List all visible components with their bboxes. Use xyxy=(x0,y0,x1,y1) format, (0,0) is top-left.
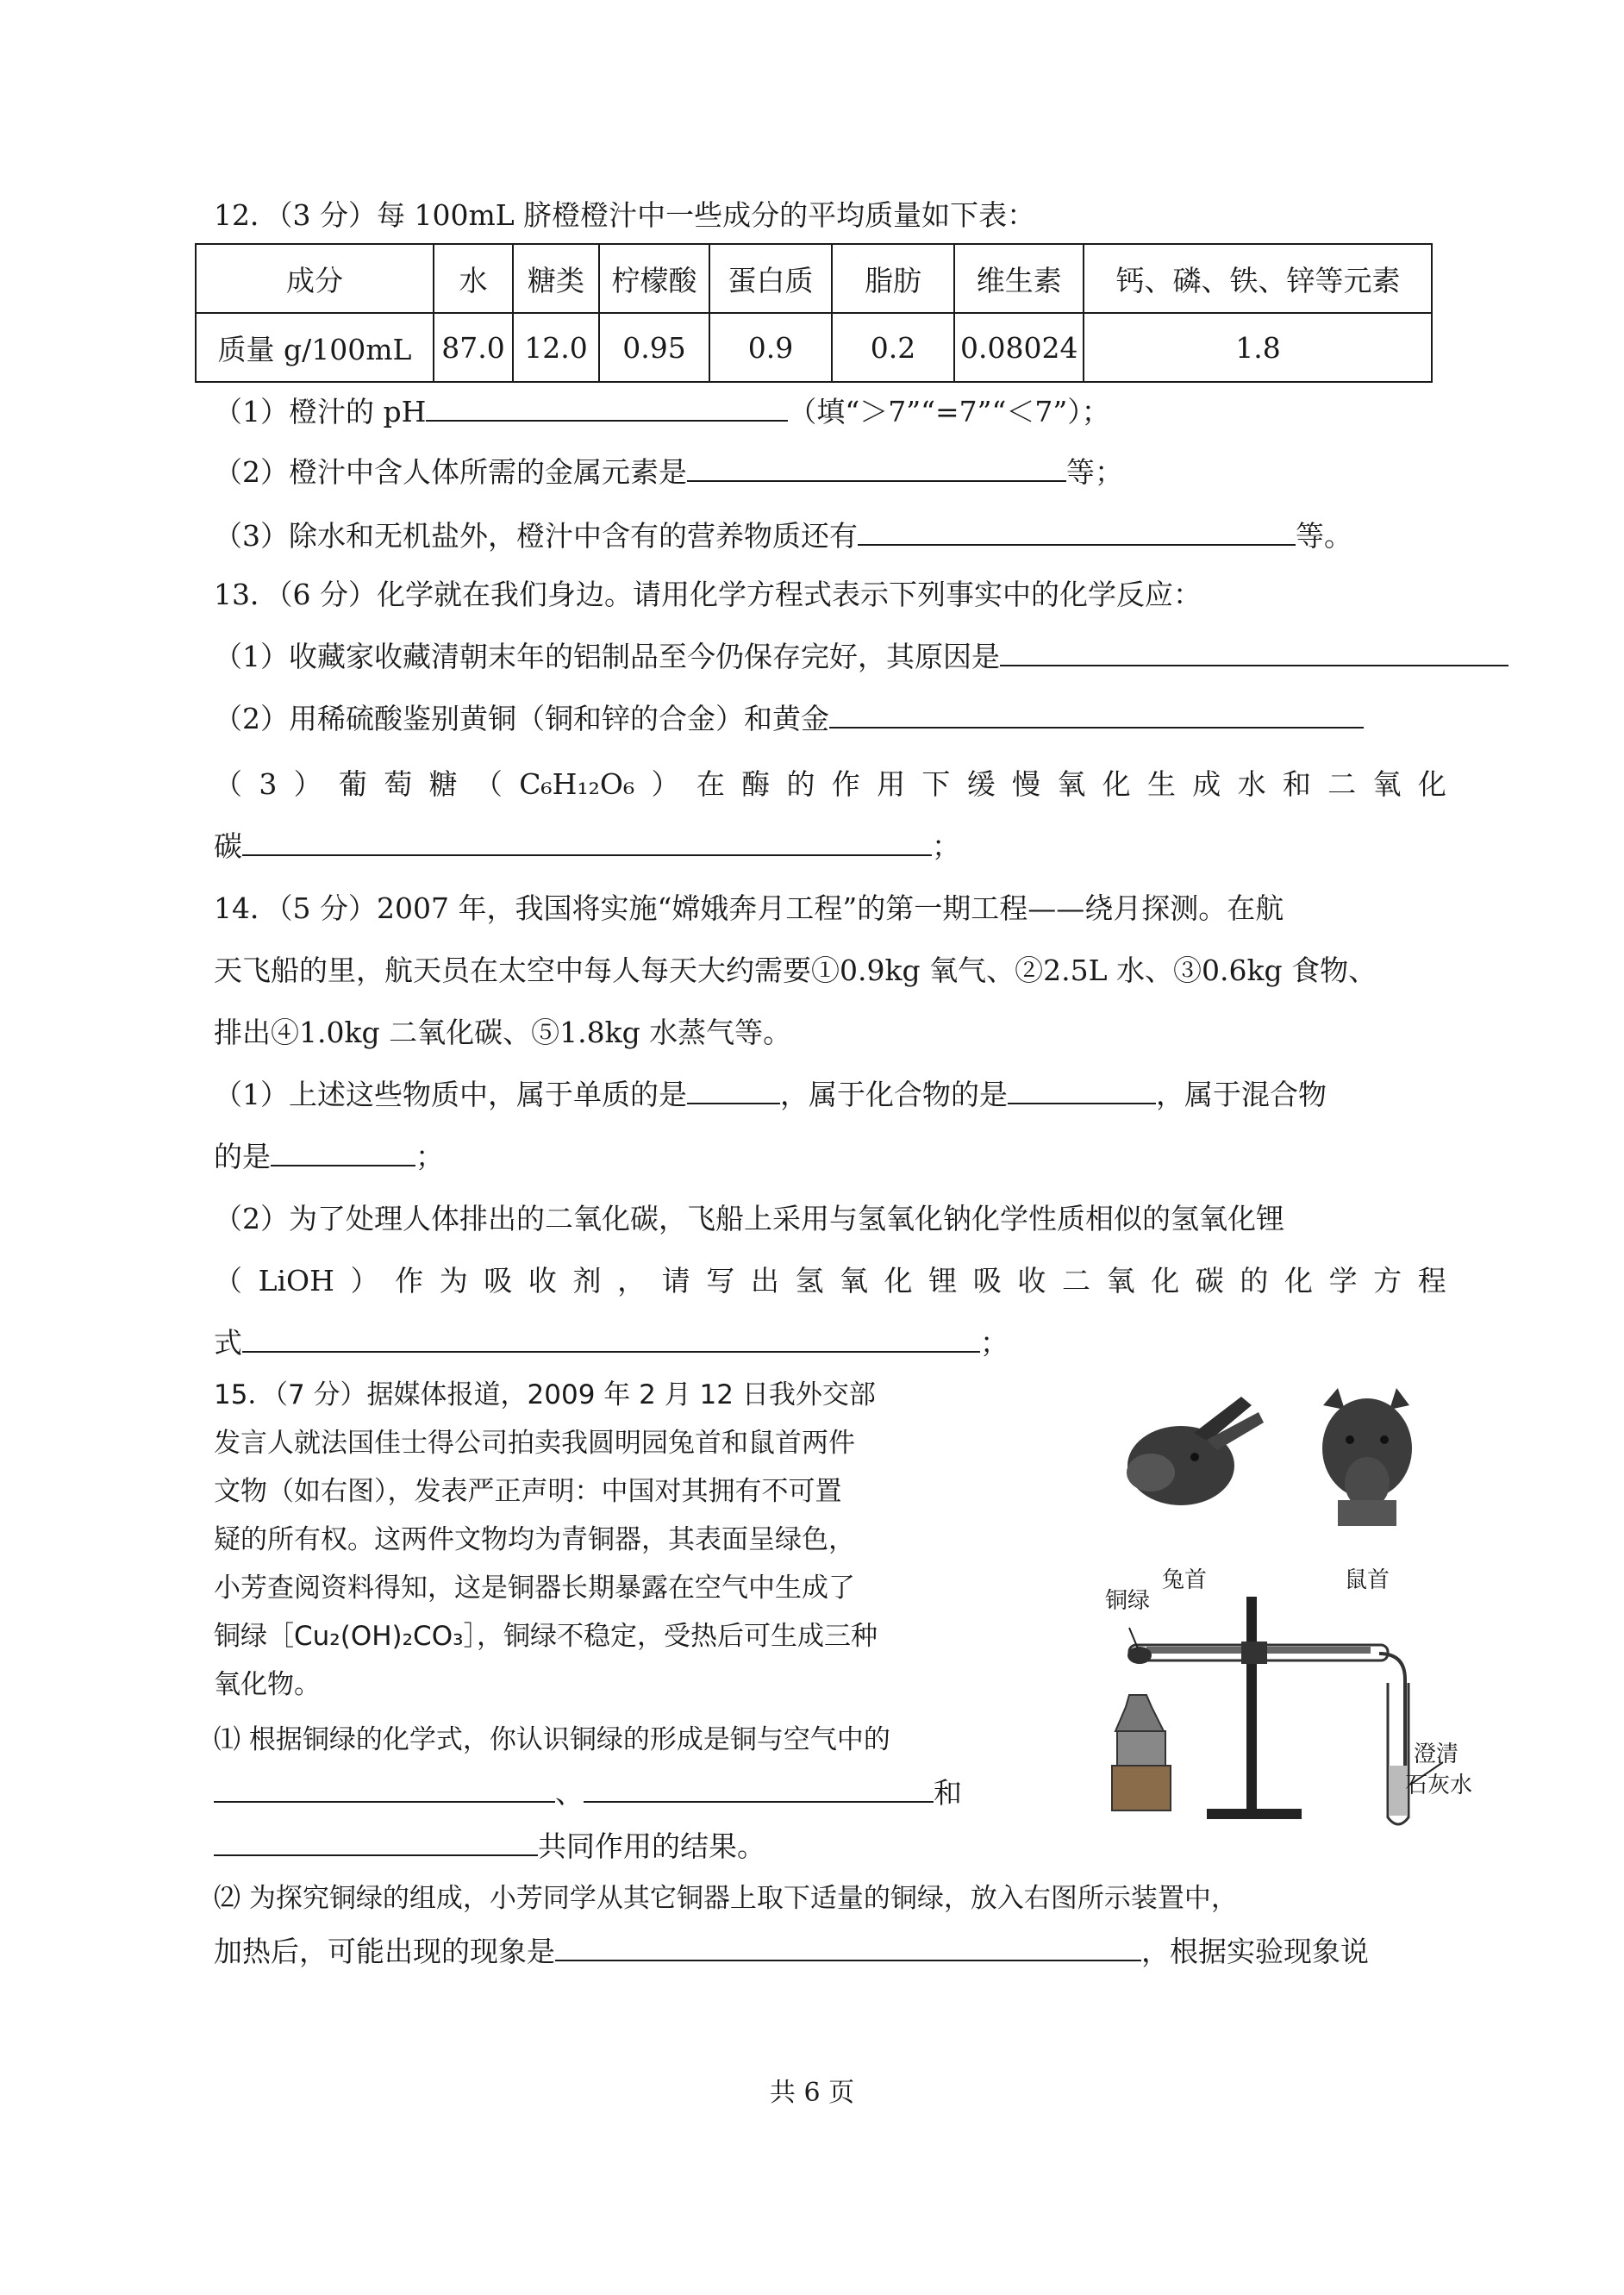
q12-part2-text: （2）橙汁中含人体所需的金属元素是 xyxy=(214,455,687,489)
q14-char: 的 xyxy=(1240,1264,1269,1298)
q13-part3-char: 慢 xyxy=(1012,767,1040,801)
q15-part1-sep: 、 xyxy=(555,1776,584,1810)
q13-part1-text: （1）收藏家收藏清朝末年的铝制品至今仍保存完好，其原因是 xyxy=(214,640,1000,673)
rat-head-icon xyxy=(1322,1388,1412,1526)
q15-part1-and: 和 xyxy=(934,1776,962,1810)
table-cell: 质量 g/100mL xyxy=(196,313,434,382)
q14-line3: 排出④1.0kg 二氧化碳、⑤1.8kg 水蒸气等。 xyxy=(214,1016,792,1049)
answer-blank[interactable] xyxy=(584,1775,934,1803)
answer-blank[interactable] xyxy=(687,1077,780,1104)
q14-char: 化 xyxy=(1284,1264,1313,1298)
q13-part3-line1 xyxy=(214,766,1446,804)
q13-part3-char: 用 xyxy=(877,767,906,801)
tonglv-label: 铜绿 xyxy=(1105,1588,1151,1614)
q14-char: 收 xyxy=(1017,1264,1046,1298)
q14-char: ） xyxy=(350,1264,379,1298)
q14-part1-text-d: 的是 xyxy=(214,1140,271,1173)
answer-blank[interactable] xyxy=(214,1829,538,1856)
lioh-formula: LiOH xyxy=(258,1264,334,1298)
q14-char: ， xyxy=(617,1264,646,1298)
q14-char: 方 xyxy=(1373,1264,1402,1298)
q12-part2-tail: 等； xyxy=(1066,455,1123,489)
answer-blank[interactable] xyxy=(426,394,788,422)
q14-part2-line1: （2）为了处理人体排出的二氧化碳，飞船上采用与氢氧化钠化学性质相似的氢氧化锂 xyxy=(214,1202,1284,1235)
q14-part2-tail-end: ； xyxy=(980,1326,1009,1360)
q15-part1-line2 xyxy=(214,1774,962,1812)
q14-line2: 天飞船的里，航天员在太空中每人每天大约需要①0.9kg 氧气、②2.5L 水、③0.6kg 食物、 xyxy=(214,954,1377,987)
q14-line1: 14．（5 分）2007 年，我国将实施“嫦娥奔月工程”的第一期工程——绕月探测。在航 xyxy=(214,891,1284,925)
q13-part2-text: （2）用稀硫酸鉴别黄铜（铜和锌的合金）和黄金 xyxy=(214,702,829,735)
q14-char: 吸 xyxy=(484,1264,513,1298)
q13-part3-char: 葡 xyxy=(338,767,367,801)
q15-line7: 氧化物。 xyxy=(214,1669,321,1700)
q14-part1-line1 xyxy=(214,1076,1327,1114)
q14-part1-text-e: ； xyxy=(415,1140,444,1173)
q12-part2 xyxy=(214,453,1123,491)
q15-line6 xyxy=(214,1617,878,1655)
q13-part3-char: （ xyxy=(473,767,503,801)
q13-part3-tail-end: ； xyxy=(932,829,960,863)
q14-char: 程 xyxy=(1417,1264,1446,1298)
q15-part1-line1: ⑴ 根据铜绿的化学式，你认识铜绿的形成是铜与空气中的 xyxy=(214,1724,890,1755)
q14-char: 吸 xyxy=(972,1264,1002,1298)
q13-part3-char: 3 xyxy=(259,767,278,801)
q15-part1-tail: 共同作用的结果。 xyxy=(538,1829,765,1863)
tonglv-formula: ₂(OH)₂CO₃ xyxy=(329,1621,464,1652)
q14-char: 为 xyxy=(439,1264,468,1298)
bronze-heads-image xyxy=(1112,1371,1526,1552)
q13-part3-char: 在 xyxy=(696,767,725,801)
table-cell: 钙、磷、铁、锌等元素 xyxy=(1084,244,1432,313)
q15-line2: 发言人就法国佳士得公司拍卖我圆明园兔首和鼠首两件 xyxy=(214,1428,855,1459)
q15-line6-post: ］，铜绿不稳定，受热后可生成三种 xyxy=(463,1621,878,1652)
heating-apparatus-diagram xyxy=(1095,1593,1500,1843)
table-cell: 成分 xyxy=(196,244,434,313)
q14-char: 出 xyxy=(750,1264,779,1298)
q14-part2-tail-text: 式 xyxy=(214,1326,242,1360)
q12-part1-text: （1）橙汁的 pH xyxy=(214,395,427,428)
q14-part1-text-a: （1）上述这些物质中，属于单质的是 xyxy=(214,1078,687,1111)
answer-blank[interactable] xyxy=(858,518,1296,546)
rabbit-head-icon xyxy=(1127,1397,1264,1505)
q13-part3-char: ） xyxy=(651,767,680,801)
table-cell: 水 xyxy=(434,244,513,313)
q15-part2-pre: 加热后，可能出现的现象是 xyxy=(214,1935,555,1968)
q13-part3-char: 化 xyxy=(1417,767,1446,801)
table-cell: 柠檬酸 xyxy=(599,244,709,313)
q12-part1-hint: （填“＞7”“=7”“＜7”）； xyxy=(788,395,1110,428)
q15-part2-line1: ⑵ 为探究铜绿的组成，小芳同学从其它铜器上取下适量的铜绿，放入右图所示装置中， xyxy=(214,1883,1238,1914)
q13-part3-char: 氧 xyxy=(1372,767,1402,801)
table-row xyxy=(196,313,1432,382)
q14-char: 氧 xyxy=(840,1264,869,1298)
q14-char: 学 xyxy=(1328,1264,1358,1298)
q15-line6-pre: 铜绿［Cu xyxy=(214,1621,330,1652)
table-header-row xyxy=(196,244,1432,313)
q13-part1 xyxy=(214,638,1508,676)
q14-char: 写 xyxy=(706,1264,735,1298)
answer-blank[interactable] xyxy=(829,701,1364,729)
q14-char: 请 xyxy=(661,1264,690,1298)
q14-char: 收 xyxy=(528,1264,557,1298)
q12-part3 xyxy=(214,517,1352,555)
table-cell: 0.08024 xyxy=(954,313,1084,382)
answer-blank[interactable] xyxy=(1000,639,1508,666)
q13-part3-char: （ xyxy=(214,767,242,801)
q13-part3-char: 下 xyxy=(921,767,951,801)
table-cell: 12.0 xyxy=(513,313,599,382)
answer-blank[interactable] xyxy=(1008,1077,1156,1104)
q14-part1-line2 xyxy=(214,1138,444,1176)
q15-line5: 小芳查阅资料得知，这是铜器长期暴露在空气中生成了 xyxy=(214,1573,855,1604)
q13-part3-char: 和 xyxy=(1282,767,1311,801)
q13-part3-tail-text: 碳 xyxy=(214,829,242,863)
q14-part2-line2 xyxy=(214,1262,1446,1300)
answer-blank[interactable] xyxy=(242,1325,980,1353)
table-cell: 蛋白质 xyxy=(709,244,832,313)
q13-part3-char: 生 xyxy=(1146,767,1176,801)
q15-part2-post: ，根据实验现象说 xyxy=(1141,1935,1369,1968)
table-cell: 糖类 xyxy=(513,244,599,313)
q13-part3-line2 xyxy=(214,828,960,866)
table-cell: 0.9 xyxy=(709,313,832,382)
q14-part1-text-c: ，属于混合物 xyxy=(1156,1078,1327,1111)
composition-table xyxy=(195,243,1433,383)
q14-char: 化 xyxy=(1151,1264,1180,1298)
q14-char: 碳 xyxy=(1195,1264,1224,1298)
q14-char: 锂 xyxy=(928,1264,958,1298)
page-footer: 共 6 页 xyxy=(769,2078,855,2108)
table-cell: 脂肪 xyxy=(832,244,954,313)
limewater-label-2: 石灰水 xyxy=(1405,1773,1473,1798)
q13-part2 xyxy=(214,700,1364,738)
q14-char: 化 xyxy=(884,1264,913,1298)
q15-part2-line2 xyxy=(214,1933,1369,1971)
q14-char: 氢 xyxy=(795,1264,824,1298)
table-cell: 0.95 xyxy=(599,313,709,382)
q13-part3-char: 化 xyxy=(1102,767,1131,801)
q12-header: 12．（3 分）每 100mL 脐橙橙汁中一些成分的平均质量如下表： xyxy=(214,198,1036,232)
q12-part1 xyxy=(214,393,1110,431)
q13-part3-char: 酶 xyxy=(741,767,771,801)
table-cell: 维生素 xyxy=(954,244,1084,313)
q13-part3-char: 二 xyxy=(1327,767,1357,801)
rabbit-caption: 兔首 xyxy=(1162,1567,1208,1593)
answer-blank[interactable] xyxy=(242,829,932,856)
q14-part2-line3 xyxy=(214,1324,1009,1362)
q13-part3-char: 缓 xyxy=(966,767,996,801)
q13-part3-char: ） xyxy=(293,767,322,801)
table-cell: 87.0 xyxy=(434,313,513,382)
answer-blank[interactable] xyxy=(214,1775,555,1803)
q13-part3-char: 成 xyxy=(1192,767,1221,801)
q13-part3-char: 糖 xyxy=(428,767,458,801)
answer-blank[interactable] xyxy=(687,454,1066,482)
q12-part3-text: （3）除水和无机盐外，橙汁中含有的营养物质还有 xyxy=(214,519,858,553)
rat-caption: 鼠首 xyxy=(1345,1567,1390,1593)
q14-char: 氧 xyxy=(1106,1264,1135,1298)
q12-part3-tail: 等。 xyxy=(1296,519,1352,553)
table-cell: 1.8 xyxy=(1084,313,1432,382)
q13-part3-char: 作 xyxy=(831,767,860,801)
q15-part1-line3 xyxy=(214,1828,765,1866)
q14-char: 二 xyxy=(1062,1264,1090,1298)
q13-part3-char: 萄 xyxy=(384,767,413,801)
q14-char: 剂 xyxy=(572,1264,602,1298)
q13-part3-char: 的 xyxy=(786,767,815,801)
table-cell: 0.2 xyxy=(832,313,954,382)
q14-char: （ xyxy=(214,1264,242,1298)
answer-blank[interactable] xyxy=(271,1139,415,1166)
q15-line3: 文物（如右图），发表严正声明：中国对其拥有不可置 xyxy=(214,1476,842,1507)
answer-blank[interactable] xyxy=(555,1934,1141,1961)
q13-part3-char: 水 xyxy=(1237,767,1266,801)
glucose-formula: C₆H₁₂O₆ xyxy=(519,767,635,801)
q14-part1-text-b: ，属于化合物的是 xyxy=(780,1078,1008,1111)
q14-char: 作 xyxy=(395,1264,424,1298)
q13-part3-char: 氧 xyxy=(1057,767,1086,801)
q15-line1: 15．（7 分）据媒体报道，2009 年 2 月 12 日我外交部 xyxy=(214,1379,876,1410)
q13-header: 13．（6 分）化学就在我们身边。请用化学方程式表示下列事实中的化学反应： xyxy=(214,578,1202,611)
limewater-label-1: 澄清 xyxy=(1414,1742,1459,1767)
q15-line4: 疑的所有权。这两件文物均为青铜器，其表面呈绿色， xyxy=(214,1524,855,1555)
